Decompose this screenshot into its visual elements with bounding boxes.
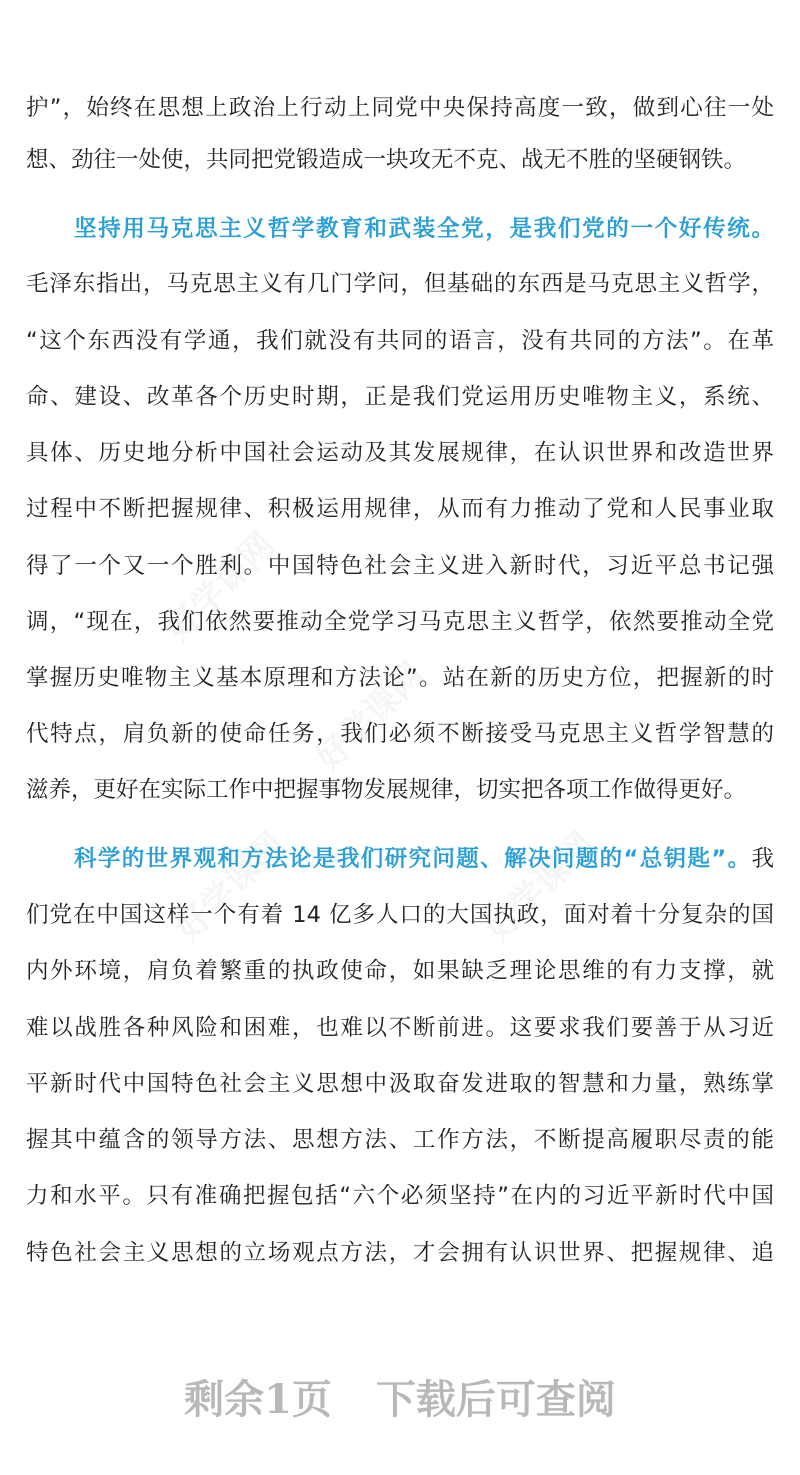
paragraph-line: “这个东西没有学通，我们就没有共同的语言，没有共同的方法”。在革 [26,328,774,354]
highlight-sentence: 科学的世界观和方法论是我们研究问题、解决问题的“总钥匙”。 [74,846,752,872]
sentence-start: 我 [751,846,774,872]
paragraph-heading-line [74,843,774,875]
watermark: 好学课网 [308,654,433,780]
paragraph-line: 们党在中国这样一个有着 14 亿多人口的大国执政，面对着十分复杂的国 [26,902,774,928]
paragraph-line: 调，“现在，我们依然要推动全党学习马克思主义哲学，依然要推动全党 [26,609,774,635]
paragraph-line: 护”，始终在思想上政治上行动上同党中央保持高度一致，做到心往一处 [26,95,774,121]
paragraph-line: 掌握历史唯物主义基本原理和方法论”。站在新的历史方位，把握新的时 [26,665,774,691]
paragraph-line: 毛泽东指出，马克思主义有几门学问，但基础的东西是马克思主义哲学， [26,271,774,297]
watermark: 好学课网 [158,524,283,650]
paragraph-line: 代特点，肩负新的使命任务，我们必须不断接受马克思主义哲学智慧的 [26,721,774,747]
watermark: 好学课网 [168,824,293,950]
highlight-sentence: 坚持用马克思主义哲学教育和武装全党，是我们党的一个好传统。 [74,216,774,242]
watermark: 好学课网 [478,824,603,950]
download-to-view-label[interactable]: 下载后可查阅 [375,1376,616,1423]
paragraph-line: 力和水平。只有准确把握包括“六个必须坚持”在内的习近平新时代中国 [26,1183,774,1209]
paragraph-line: 难以战胜各种风险和困难，也难以不断前进。这要求我们要善于从习近 [26,1015,774,1041]
paragraph-line: 得了一个又一个胜利。中国特色社会主义进入新时代，习近平总书记强 [26,553,774,579]
download-prompt[interactable] [0,1372,800,1428]
remaining-pages-label: 剩余1页 [184,1376,332,1423]
paragraph-line: 具体、历史地分析中国社会运动及其发展规律，在认识世界和改造世界 [26,440,774,466]
paragraph-line: 特色社会主义思想的立场观点方法，才会拥有认识世界、把握规律、追 [26,1240,774,1266]
paragraph-line: 内外环境，肩负着繁重的执政使命，如果缺乏理论思维的有力支撑，就 [26,958,774,984]
paragraph-line: 想、劲往一处使，共同把党锻造成一块攻无不克、战无不胜的坚硬钢铁。 [26,147,747,173]
paragraph-line: 平新时代中国特色社会主义思想中汲取奋发进取的智慧和力量，熟练掌 [26,1071,774,1097]
paragraph-line: 命、建设、改革各个历史时期，正是我们党运用历史唯物主义，系统、 [26,384,774,410]
paragraph-line: 过程中不断把握规律、积极运用规律，从而有力推动了党和人民事业取 [26,496,774,522]
paragraph-line: 滋养，更好在实际工作中把握事物发展规律，切实把各项工作做得更好。 [26,777,747,803]
paragraph-line: 握其中蕴含的领导方法、思想方法、工作方法，不断提高履职尽责的能 [26,1127,774,1153]
paragraph-heading-line [74,213,774,245]
